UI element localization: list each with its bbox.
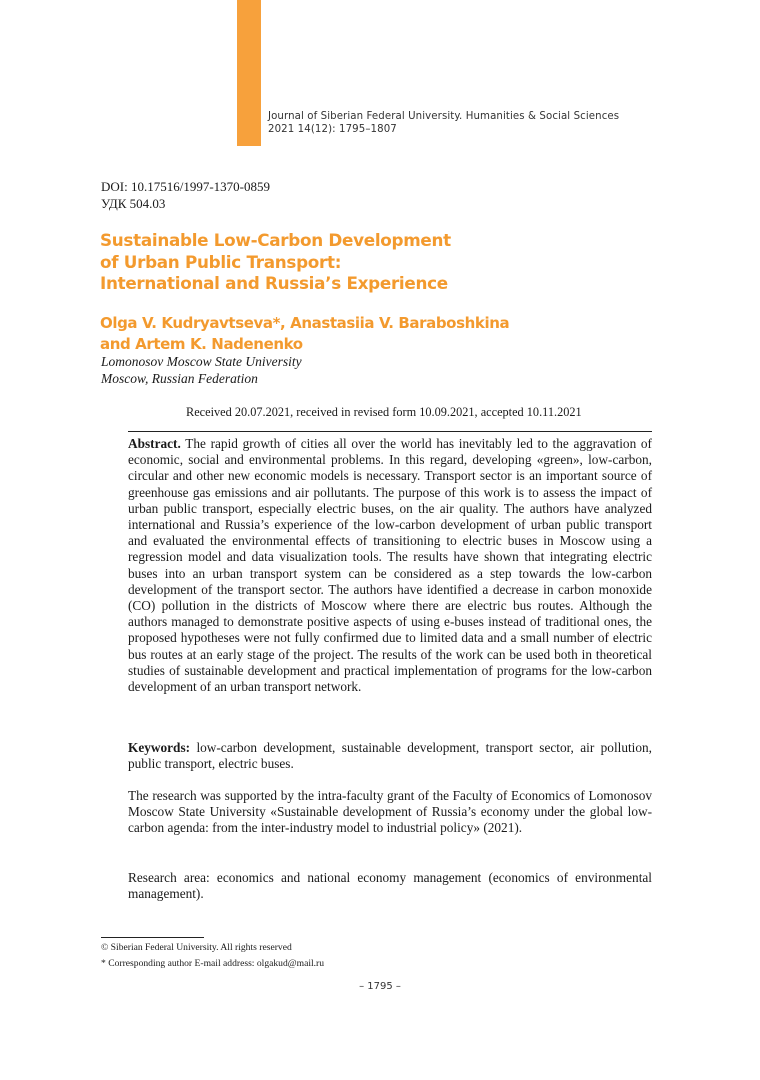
footnote-divider [101, 937, 204, 938]
affiliation-university: Lomonosov Moscow State University [101, 354, 302, 369]
affiliation [101, 353, 302, 387]
page-number: – 1795 – [359, 981, 401, 992]
title-line-2: of Urban Public Transport: [100, 251, 342, 272]
affiliation-location: Moscow, Russian Federation [101, 371, 258, 386]
keywords-label: Keywords: [128, 740, 191, 755]
author-nadenenko: and Artem K. Nadenenko [100, 335, 303, 353]
authors-line-1 [100, 313, 580, 334]
abstract-label: Abstract. [128, 436, 181, 451]
footnote-copyright: © Siberian Federal University. All rights reserved [101, 942, 292, 953]
author-baraboshkina: , Anastasiia V. Baraboshkina [280, 314, 510, 332]
keywords [128, 740, 652, 772]
grant-note: The research was supported by the intra-faculty grant of the Faculty of Economics of Lomonosov Moscow State University «Sustainable development of Russia’s economy under the global low-carbon agenda: from the inter-industry model to industrial policy» (2021). [128, 788, 652, 836]
article-title [100, 230, 520, 295]
udk: УДК 504.03 [101, 196, 166, 211]
keywords-text: low-carbon development, sustainable development, transport sector, air pollution, public transport, electric buses. [128, 740, 652, 772]
title-line-1: Sustainable Low-Carbon Development [100, 230, 451, 250]
received-dates: Received 20.07.2021, received in revised form 10.09.2021, accepted 10.11.2021 [186, 405, 582, 419]
identifiers [101, 178, 270, 212]
doi[interactable]: DOI: 10.17516/1997-1370-0859 [101, 179, 270, 194]
journal-issue: 2021 14(12): 1795–1807 [268, 124, 397, 135]
research-area: Research area: economics and national economy management (economics of environmental management). [128, 870, 652, 902]
authors [100, 313, 580, 355]
journal-name: Journal of Siberian Federal University. Humanities & Social Sciences [268, 111, 620, 122]
abstract [128, 436, 652, 695]
footnote-corresponding[interactable]: * Corresponding author E-mail address: olgakud@mail.ru [101, 958, 325, 969]
journal-header [268, 110, 619, 136]
abstract-text: The rapid growth of cities all over the world has inevitably led to the aggravation of economic, social and environmental problems. In this regard, developing «green», low-carbon, circular and other new economic models is necessary. Transport sector is an important source of greenhouse gas emissions and air pollutants. The purpose of this work is to assess the impact of urban public transport, especially electric buses, on the air quality. The authors have analyzed international and Russia’s experience of the low-carbon development of urban public transport and evaluated the environmental effects of transitioning to electric buses in Moscow using a regression model and data visualization tools. The results have shown that integrating electric buses into an urban transport system can be considered as a step towards the low-carbon development of the transport sector. The authors have identified a decrease in carbon monoxide (CO) pollution in the districts of Moscow where there are electric bus routes. Although the authors managed to demonstrate positive aspects of using e-buses instead of traditional ones, the proposed hypotheses were not fully confirmed due to limited data and a small number of electric bus routes at an early stage of the project. The results of the work can be used both in theoretical studies of sustainable development and practical implementation of programs for the low-carbon development of an urban transport network. [128, 436, 652, 695]
author-kudryavtseva: Olga V. Kudryavtseva [100, 314, 273, 332]
title-line-3: International and Russia’s Experience [100, 273, 448, 293]
corresponding-asterisk: * [272, 314, 281, 332]
accent-bar [237, 0, 261, 146]
abstract-divider [128, 431, 652, 432]
